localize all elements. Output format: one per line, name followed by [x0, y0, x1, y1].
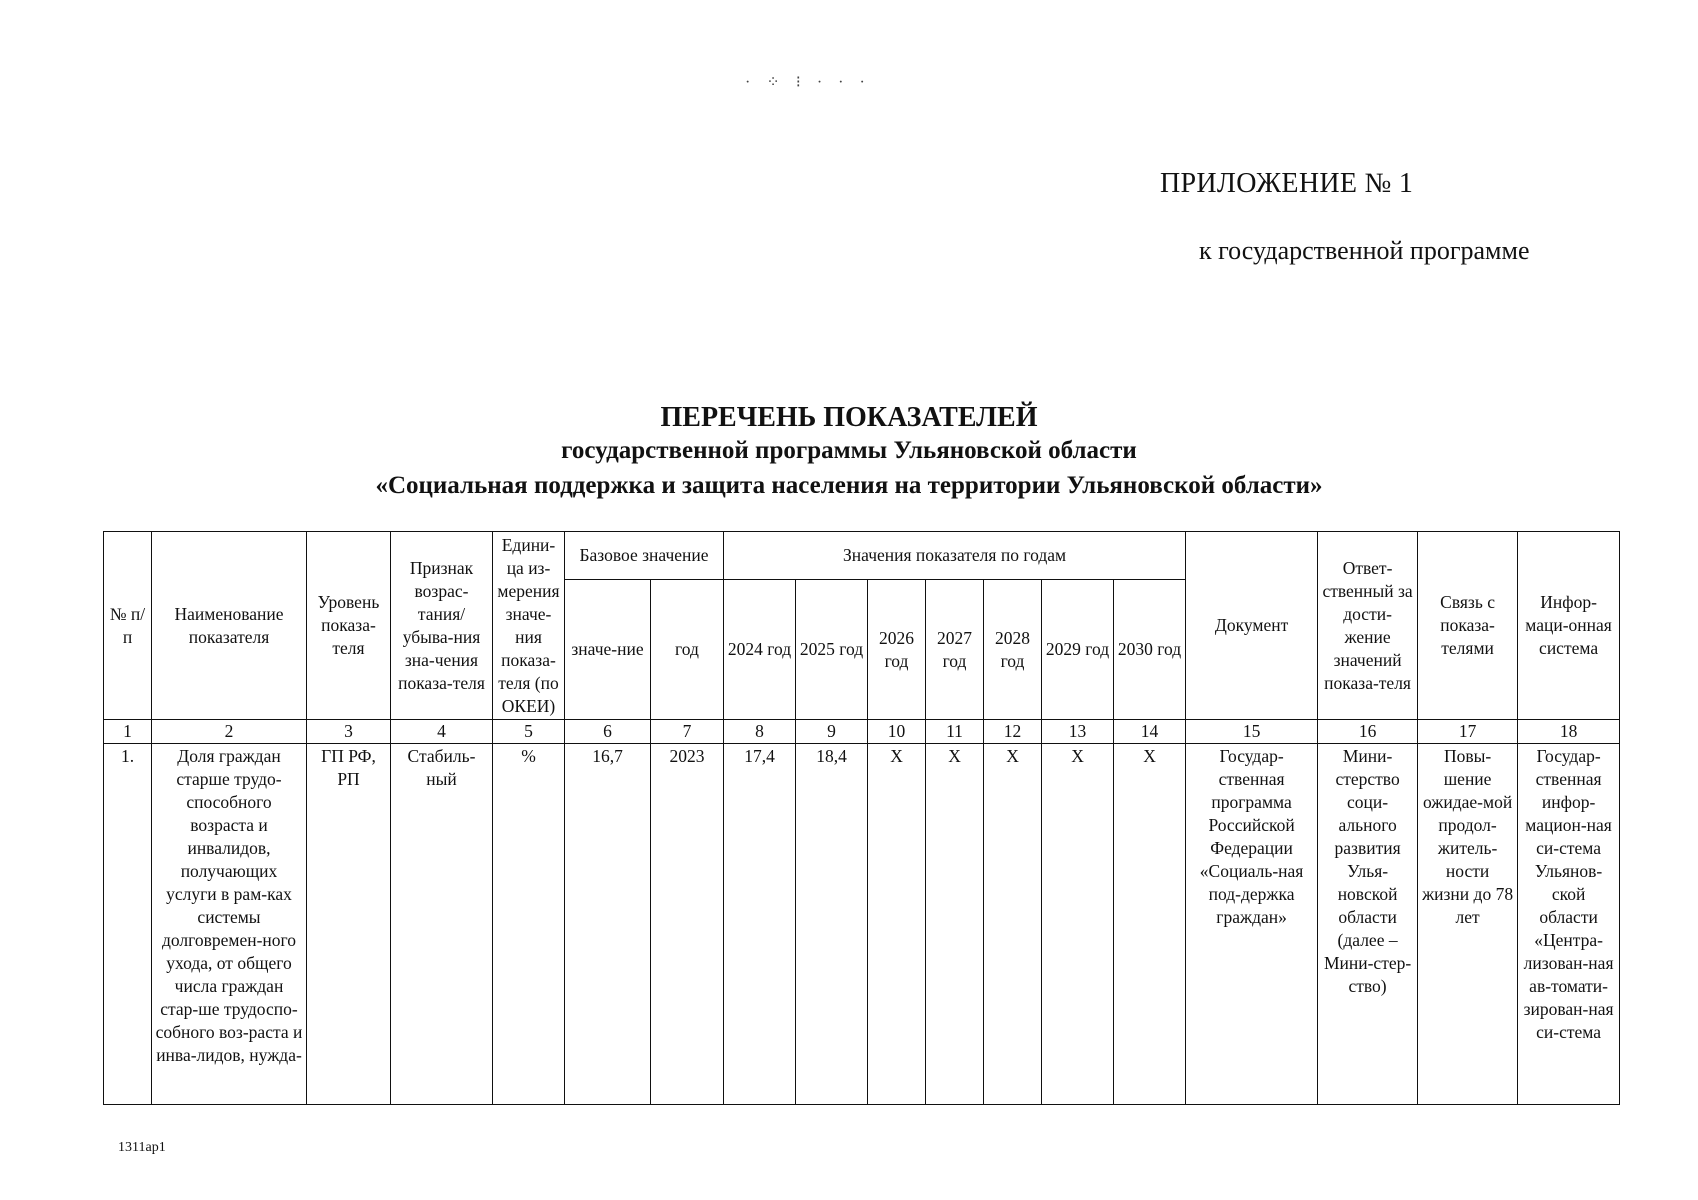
header-name: Наименование показателя [152, 532, 307, 720]
column-number: 18 [1518, 720, 1620, 744]
indicators-table [103, 531, 1620, 1105]
header-responsible: Ответ-ственный за дости-жение значений показа-теля [1318, 532, 1418, 720]
header-links: Связь с показа-телями [1418, 532, 1518, 720]
header-trend: Признак возрас-тания/ убыва-ния зна-чения показа-теля [391, 532, 493, 720]
column-number: 2 [152, 720, 307, 744]
header-years-group: Значения показателя по годам [724, 532, 1186, 580]
column-number: 6 [565, 720, 651, 744]
appendix-title: ПРИЛОЖЕНИЕ № 1 [1160, 168, 1414, 199]
header-document: Документ [1186, 532, 1318, 720]
column-number: 12 [984, 720, 1042, 744]
row-unit: % [493, 744, 565, 1105]
column-number: 15 [1186, 720, 1318, 744]
row-value-2026: X [868, 744, 926, 1105]
document-title: ПЕРЕЧЕНЬ ПОКАЗАТЕЛЕЙ [660, 402, 1038, 433]
header-info-system: Инфор-маци-онная система [1518, 532, 1620, 720]
row-base-value: 16,7 [565, 744, 651, 1105]
column-number: 5 [493, 720, 565, 744]
header-base-value: значе-ние [565, 580, 651, 720]
column-number: 11 [926, 720, 984, 744]
column-number: 1 [104, 720, 152, 744]
row-value-2029: X [1042, 744, 1114, 1105]
column-number-row [104, 720, 1620, 744]
row-base-year: 2023 [651, 744, 724, 1105]
document-subtitle: государственной программы Ульяновской области [561, 437, 1137, 464]
column-number: 9 [796, 720, 868, 744]
header-year-2026: 2026 год [868, 580, 926, 720]
row-value-2030: X [1114, 744, 1186, 1105]
row-value-2028: X [984, 744, 1042, 1105]
row-value-2025: 18,4 [796, 744, 868, 1105]
column-number: 10 [868, 720, 926, 744]
row-value-2024: 17,4 [724, 744, 796, 1105]
header-unit: Едини-ца из-мерения значе-ния показа-теля (по ОКЕИ) [493, 532, 565, 720]
footer-code: 1311ap1 [118, 1140, 166, 1155]
column-number: 17 [1418, 720, 1518, 744]
row-responsible: Мини-стерство соци-ального развития Улья-новской области (далее – Мини-стер-ство) [1318, 744, 1418, 1105]
header-base-year: год [651, 580, 724, 720]
scan-artifact: · ⁘ ⁝ · · · [745, 74, 871, 91]
table-row [104, 744, 1620, 1105]
row-level: ГП РФ, РП [307, 744, 391, 1105]
column-number: 8 [724, 720, 796, 744]
header-num: № п/п [104, 532, 152, 720]
header-year-2029: 2029 год [1042, 580, 1114, 720]
header-year-2028: 2028 год [984, 580, 1042, 720]
header-year-2027: 2027 год [926, 580, 984, 720]
appendix-subtitle: к государственной программе [1199, 236, 1530, 265]
header-year-2024: 2024 год [724, 580, 796, 720]
header-row [104, 532, 1620, 580]
row-value-2027: X [926, 744, 984, 1105]
row-num: 1. [104, 744, 152, 1105]
header-base-group: Базовое значение [565, 532, 724, 580]
column-number: 3 [307, 720, 391, 744]
row-trend: Стабиль-ный [391, 744, 493, 1105]
header-level: Уровень показа-теля [307, 532, 391, 720]
column-number: 16 [1318, 720, 1418, 744]
row-name: Доля граждан старше трудо-способного возраста и инвалидов, получающих услуги в рам-ках системы долговремен-ного ухода, от общего числа граждан стар-ше трудоспо-собного воз-раста и инва-лидов, нужда- [152, 744, 307, 1105]
header-year-2030: 2030 год [1114, 580, 1186, 720]
column-number: 13 [1042, 720, 1114, 744]
row-links: Повы-шение ожидае-мой продол-житель-ности жизни до 78 лет [1418, 744, 1518, 1105]
column-number: 4 [391, 720, 493, 744]
row-document: Государ-ственная программа Российской Федерации «Социаль-ная под-держка граждан» [1186, 744, 1318, 1105]
program-name: «Социальная поддержка и защита населения на территории Ульяновской области» [375, 472, 1323, 499]
column-number: 7 [651, 720, 724, 744]
header-year-2025: 2025 год [796, 580, 868, 720]
row-info-system: Государ-ственная инфор-мацион-ная си-стема Ульянов-ской области «Центра-лизован-ная ав-томати-зирован-ная си-стема [1518, 744, 1620, 1105]
column-number: 14 [1114, 720, 1186, 744]
